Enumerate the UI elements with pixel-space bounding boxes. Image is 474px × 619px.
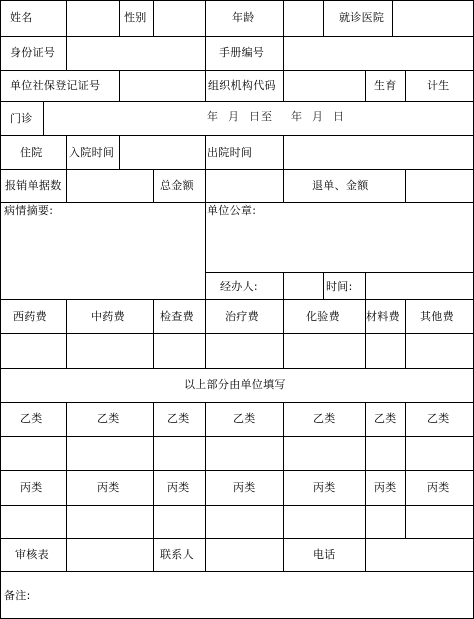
label-refund-amount: 退单、金额 [312,179,369,192]
label-unit-seal: 单位公章: [207,204,257,217]
row-line [0,0,474,1]
row-line [0,436,474,437]
col-line [283,70,284,101]
col-line [119,0,120,36]
col-line [66,402,67,538]
col-line [205,538,206,571]
class-b-label: 乙类 [427,412,450,425]
col-line [323,272,324,299]
col-line [153,538,154,571]
row-line [0,538,474,539]
row-line [0,299,474,300]
col-line [66,0,67,36]
col-line [283,299,284,368]
col-line [283,402,284,538]
label-family-planning: 计生 [427,79,450,92]
col-line [205,169,206,202]
fee-materials: 材料费 [366,310,400,323]
label-total-amount: 总金额 [160,179,194,192]
class-c-label: 丙类 [20,481,43,494]
col-line [119,70,120,101]
label-id-number: 身份证号 [10,46,56,59]
col-line [66,169,67,202]
col-line [205,0,206,36]
row-line [0,368,474,369]
class-c-label: 丙类 [374,481,397,494]
class-b-label: 乙类 [167,412,190,425]
label-name: 姓名 [10,11,33,24]
label-gender: 性别 [124,11,147,24]
class-b-label: 乙类 [313,412,336,425]
label-condition-summary: 病情摘要: [4,204,54,217]
col-line [365,402,366,538]
col-line [283,272,284,299]
col-line [323,0,324,36]
col-line [153,0,154,36]
col-line [405,402,406,538]
class-b-label: 乙类 [374,412,397,425]
col-line [283,0,284,36]
col-line [153,299,154,368]
col-line [0,0,1,619]
label-unit-social-security: 单位社保登记证号 [10,79,101,92]
row-line [0,169,474,170]
class-c-label: 丙类 [233,481,256,494]
label-handbook-number: 手册编号 [219,46,265,59]
col-line [205,70,206,101]
col-line [405,70,406,101]
col-line [153,169,154,202]
row-line [0,333,474,334]
col-line [205,299,206,368]
label-contact: 联系人 [160,548,194,561]
unit-fill-note: 以上部分由单位填写 [184,378,286,391]
col-line [205,402,206,538]
col-line [405,169,406,202]
col-line [66,299,67,368]
label-time: 时间: [326,280,353,293]
label-discharge-time: 出院时间 [207,146,253,159]
label-maternity: 生育 [374,79,397,92]
col-line [283,538,284,571]
fee-western-medicine: 西药费 [13,310,47,323]
label-org-code: 组织机构代码 [208,79,276,92]
col-line [66,135,67,169]
row-line [205,272,474,273]
label-inpatient: 住院 [20,146,43,159]
col-line [365,538,366,571]
label-audit-table: 审核表 [15,548,49,561]
col-line [205,202,206,299]
col-line [153,402,154,538]
col-line [119,135,120,169]
label-hospital: 就诊医院 [339,11,385,24]
class-b-label: 乙类 [97,412,120,425]
row-line [0,135,474,136]
row-line [0,202,474,203]
class-b-label: 乙类 [20,412,43,425]
class-c-label: 丙类 [167,481,190,494]
fee-chinese-medicine: 中药费 [91,310,125,323]
label-age: 年龄 [232,11,255,24]
fee-examination: 检查费 [160,310,194,323]
class-c-label: 丙类 [427,481,450,494]
col-line [66,538,67,571]
label-admission-time: 入院时间 [69,146,115,159]
row-line [0,36,474,37]
row-line [0,470,474,471]
class-c-label: 丙类 [97,481,120,494]
class-b-label: 乙类 [233,412,256,425]
col-line [405,299,406,368]
fee-other: 其他费 [420,310,454,323]
fee-lab-test: 化验费 [306,310,340,323]
label-phone: 电话 [313,548,336,561]
col-line [43,101,44,135]
col-line [205,36,206,70]
fee-treatment: 治疗费 [225,310,259,323]
label-handler: 经办人: [220,280,258,293]
class-c-label: 丙类 [313,481,336,494]
row-line [0,70,474,71]
col-line [365,272,366,299]
outpatient-date-range: 年 月 日至 年 月 日 [207,110,345,123]
col-line [283,135,284,169]
col-line [283,169,284,202]
col-line [283,36,284,70]
row-line [0,505,474,506]
label-receipt-count: 报销单据数 [5,179,62,192]
row-line [0,101,474,102]
row-line [0,402,474,403]
col-line [66,36,67,70]
row-line [0,571,474,572]
label-outpatient: 门诊 [10,112,33,125]
label-remarks: 备注: [4,589,31,602]
col-line [392,0,393,36]
col-line [205,135,206,169]
col-line [365,70,366,101]
